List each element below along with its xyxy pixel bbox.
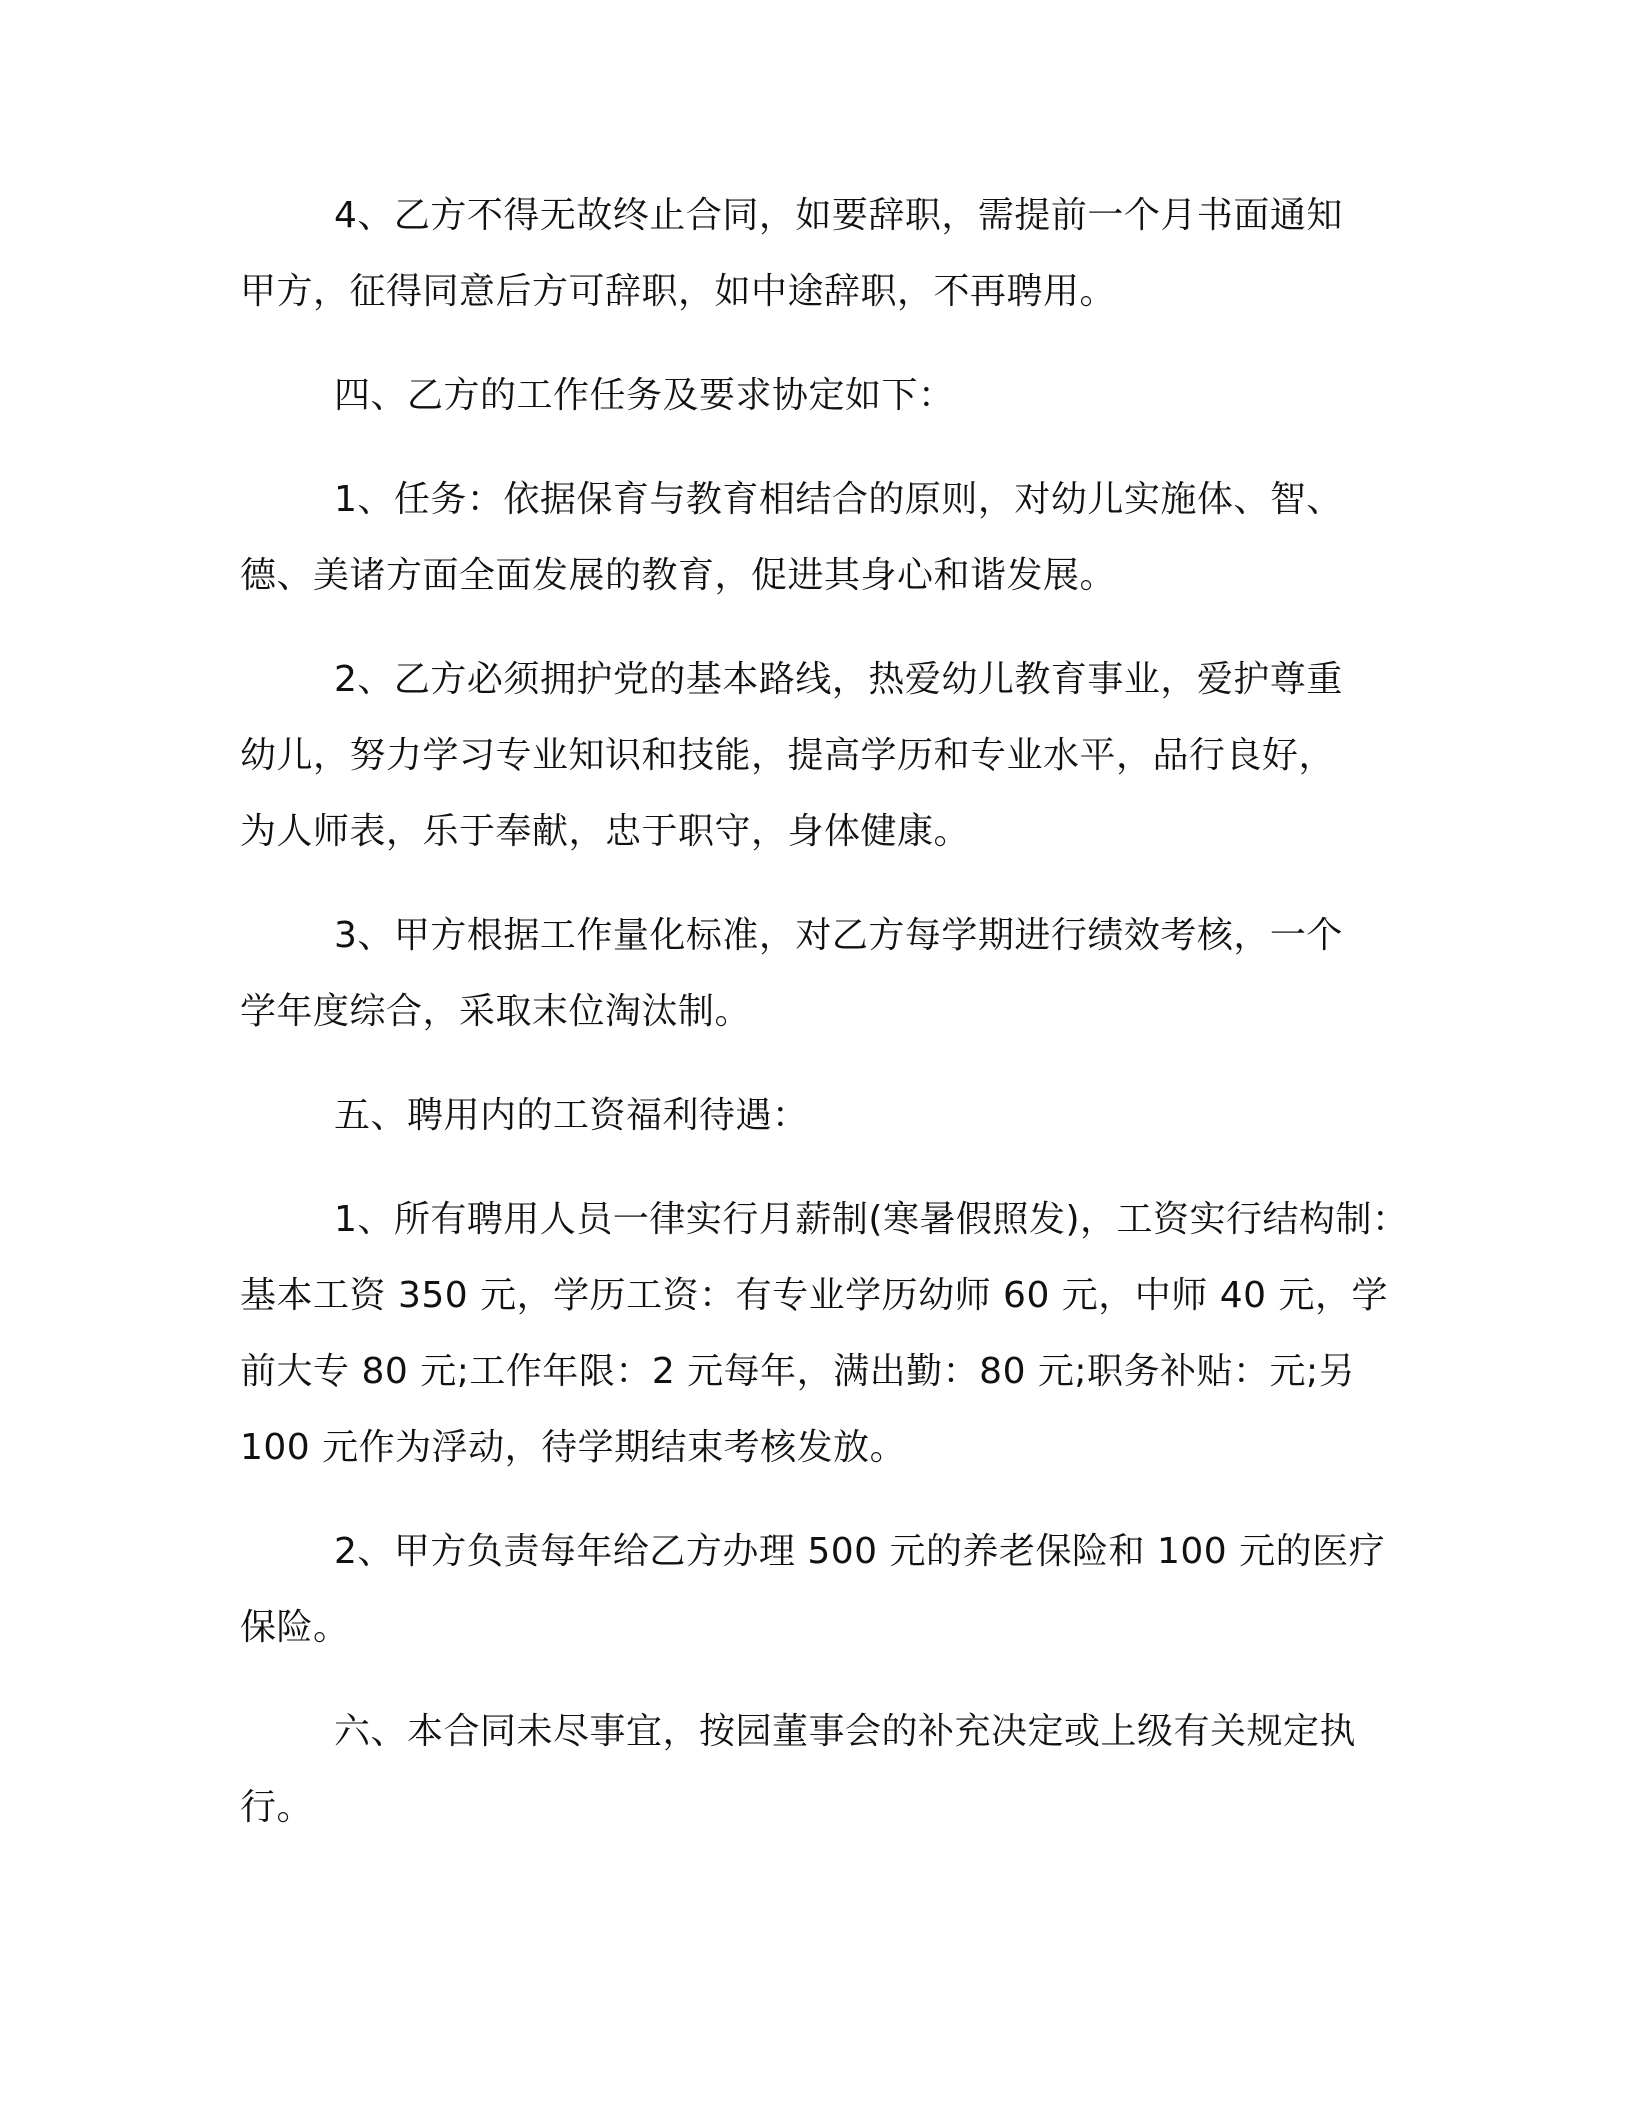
text-line: 行。 [240,1787,314,1828]
text-line: 2、甲方负责每年给乙方办理 500 元的养老保险和 100 元的医疗 [334,1531,1386,1572]
text-line: 1、任务：依据保育与教育相结合的原则，对幼儿实施体、智、 [334,479,1343,520]
text-line: 保险。 [240,1607,350,1648]
section-heading-5-salary [240,1078,1412,1154]
section-6-supplementary [240,1694,1412,1846]
text-line: 1、所有聘用人员一律实行月薪制(寒暑假照发)，工资实行结构制： [334,1199,1409,1240]
text-line: 100 元作为浮动，待学期结束考核发放。 [240,1427,907,1468]
document-body [240,178,1412,1874]
paragraph-clause-4-resignation [240,178,1412,330]
text-line: 学年度综合，采取末位淘汰制。 [240,991,752,1032]
paragraph-duty-3-assessment [240,898,1412,1050]
text-line: 德、美诸方面全面发展的教育，促进其身心和谐发展。 [240,555,1117,596]
text-line: 前大专 80 元;工作年限：2 元每年，满出勤：80 元;职务补贴：元;另 [240,1351,1356,1392]
text-line: 基本工资 350 元，学历工资：有专业学历幼师 60 元，中师 40 元，学 [240,1275,1388,1316]
text-line: 五、聘用内的工资福利待遇： [334,1095,809,1136]
text-line: 六、本合同未尽事宜，按园董事会的补充决定或上级有关规定执 [334,1711,1357,1752]
text-line: 甲方，征得同意后方可辞职，如中途辞职，不再聘用。 [240,271,1117,312]
section-heading-4-duties [240,358,1412,434]
text-line: 为人师表，乐于奉献，忠于职守，身体健康。 [240,811,971,852]
text-line: 幼儿，努力学习专业知识和技能，提高学历和专业水平，品行良好， [240,735,1336,776]
paragraph-salary-1-structure [240,1182,1412,1486]
text-line: 3、甲方根据工作量化标准，对乙方每学期进行绩效考核，一个 [334,915,1343,956]
text-line: 四、乙方的工作任务及要求协定如下： [334,375,955,416]
paragraph-duty-2-requirements [240,642,1412,870]
paragraph-salary-2-insurance [240,1514,1412,1666]
text-line: 4、乙方不得无故终止合同，如要辞职，需提前一个月书面通知 [334,195,1343,236]
text-line: 2、乙方必须拥护党的基本路线，热爱幼儿教育事业，爱护尊重 [334,659,1343,700]
paragraph-duty-1-task [240,462,1412,614]
